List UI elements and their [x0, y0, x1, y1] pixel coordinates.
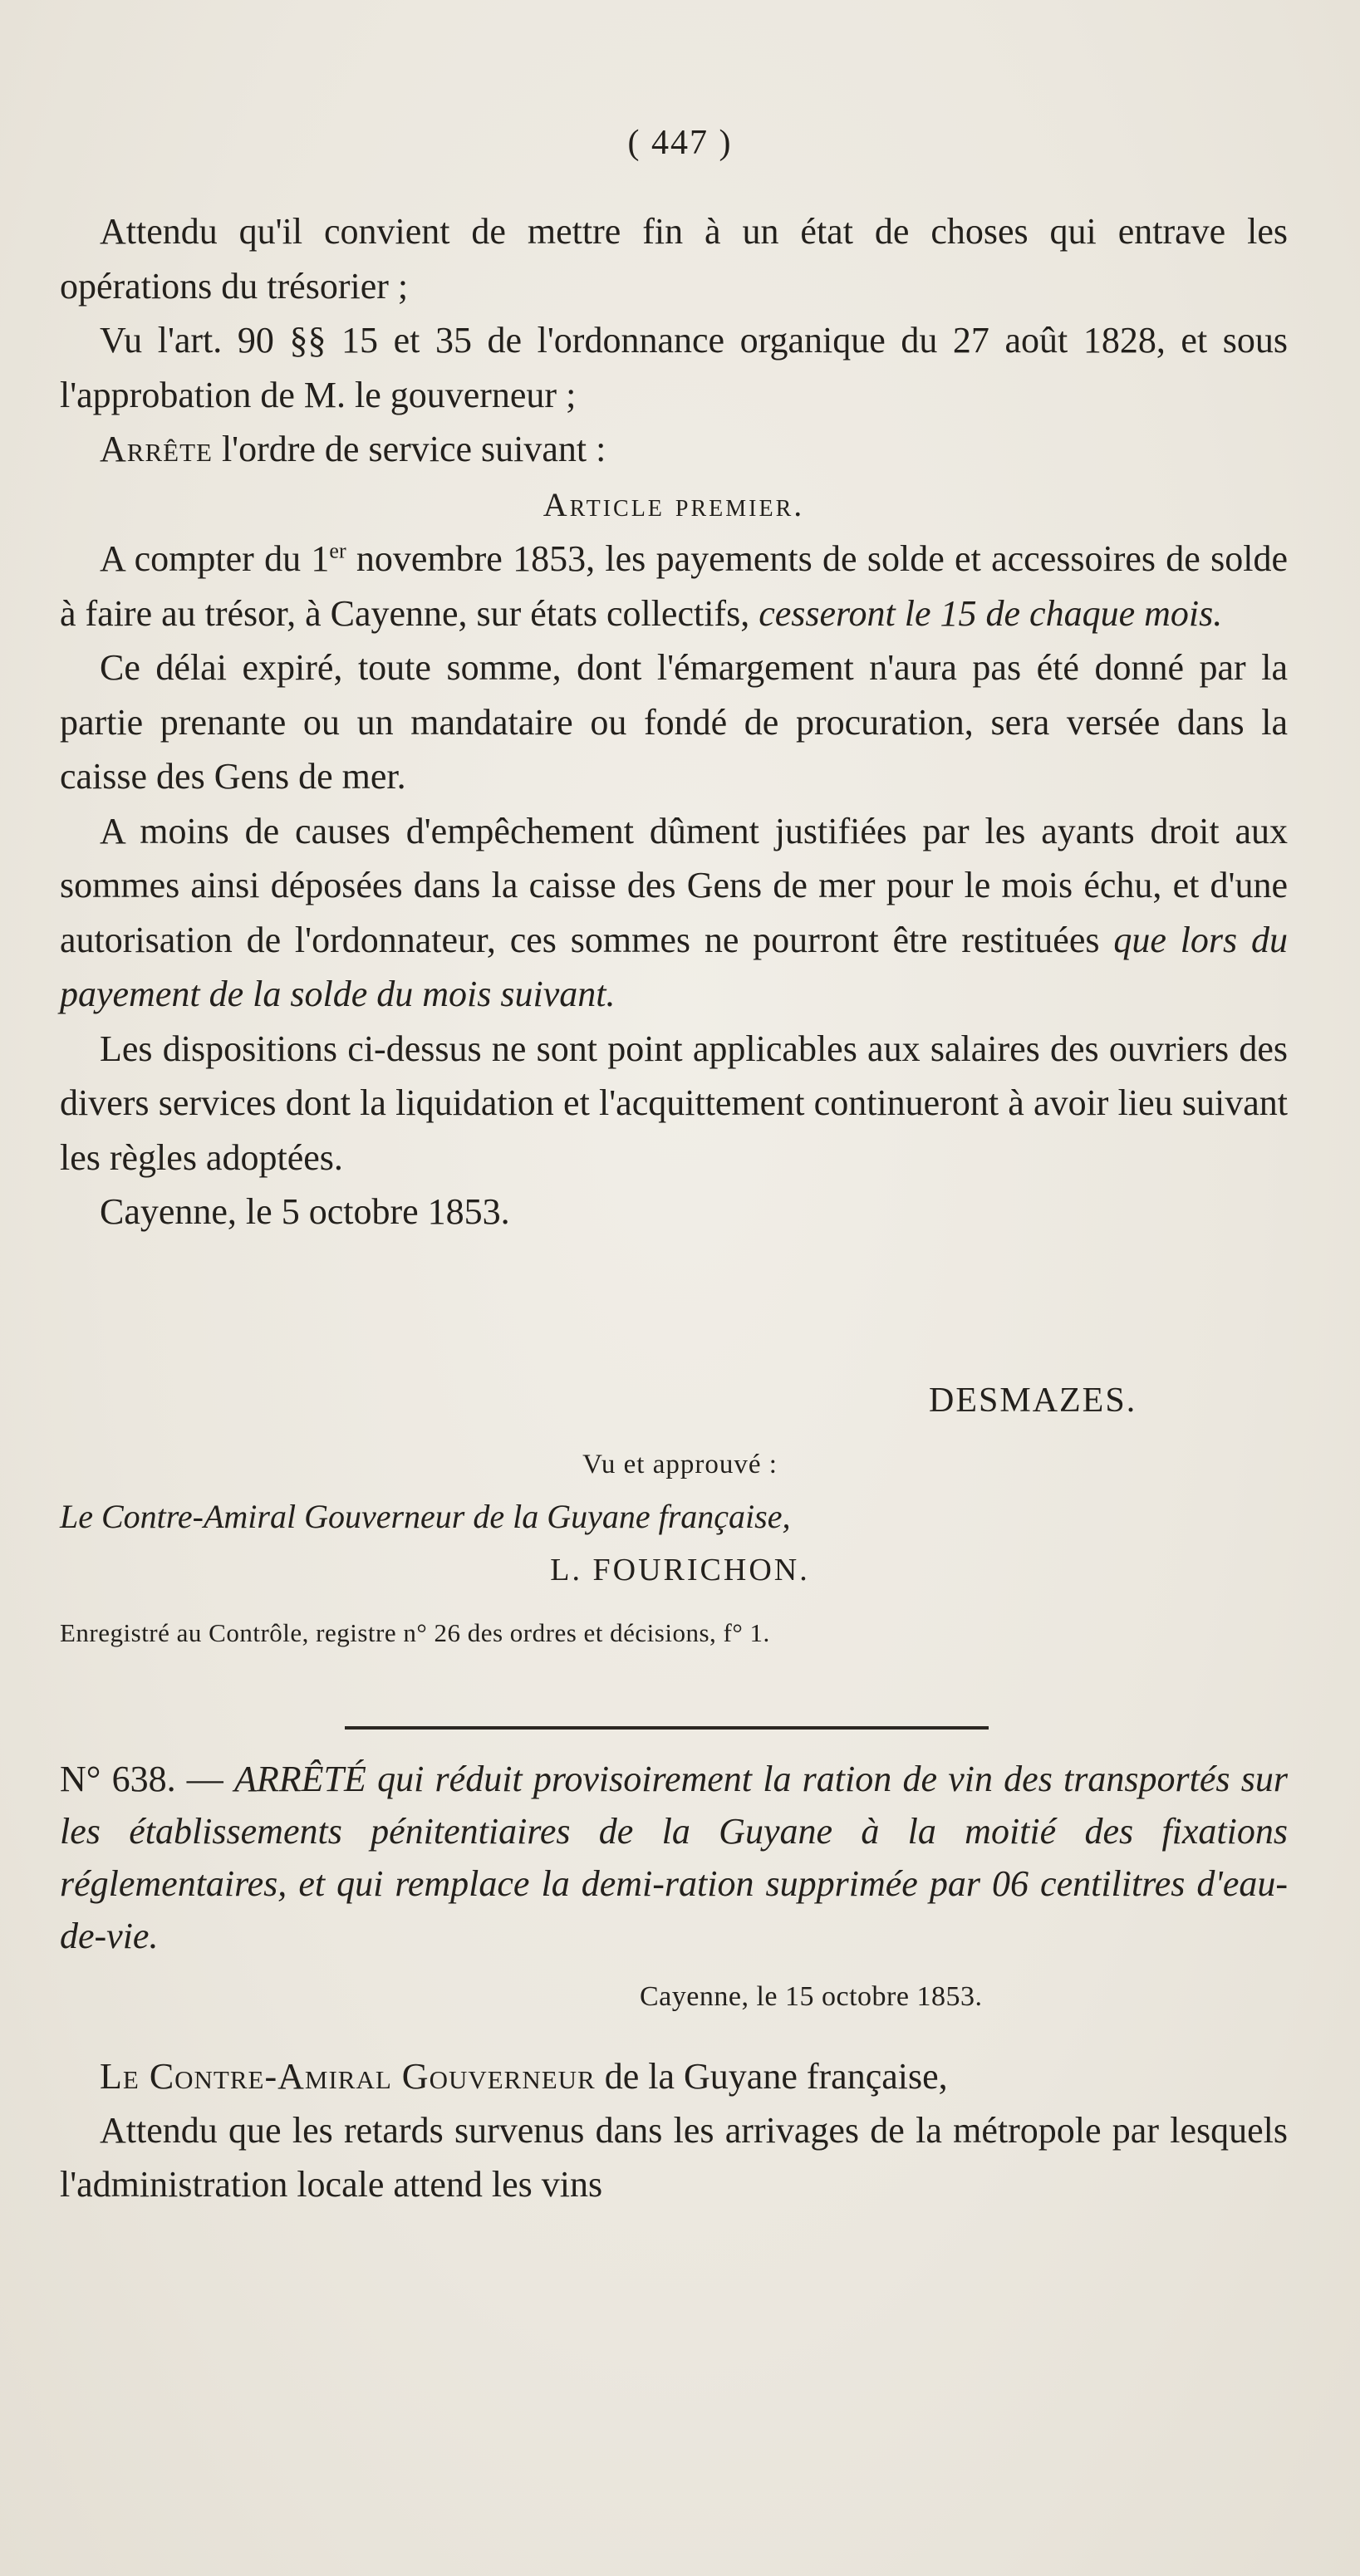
governor-lead: Le Contre-Amiral Gouverneur — [100, 2056, 596, 2097]
governor-rest: de la Guyane française, — [595, 2056, 948, 2097]
paragraph-arrete — [60, 422, 1288, 477]
paragraph-a-moins — [60, 804, 1288, 1022]
paragraph-text: Attendu que les retards survenus dans les arrivages de la métropole par lesquels l'administration locale attend les vins — [60, 2110, 1288, 2205]
article-heading — [60, 477, 1288, 532]
paragraph-governor — [60, 2049, 1288, 2103]
paragraph-text: Les dispositions ci-dessus ne sont point applicables aux salaires des ouvriers des divers services dont la liquidation et l'acquittement continueront à avoir lieu suivant les règles adoptées. — [60, 1028, 1288, 1178]
page-number: ( 447 ) — [627, 124, 733, 162]
paragraph-delai — [60, 640, 1288, 804]
paragraph-text: novembre 1853, les payements de solde et accessoires de solde à faire au trésor, à Cayenne, sur états collectifs, — [60, 538, 1288, 634]
paragraph-text: Attendu qu'il convient de mettre fin à un état de choses qui entrave les opérations du trésorier ; — [60, 211, 1288, 307]
approver-title: Le Contre-Amiral Gouverneur de la Guyane française, — [60, 1498, 791, 1535]
paragraph-text: Vu l'art. 90 §§ 15 et 35 de l'ordonnance organique du 27 août 1828, et sous l'approbation de M. le gouverneur ; — [60, 320, 1288, 415]
arrete-rest: l'ordre de service suivant : — [212, 429, 606, 469]
paragraph-attendu-retards — [60, 2103, 1288, 2211]
paragraph-text: Cayenne, le 5 octobre 1853. — [100, 1191, 510, 1232]
decree-title: ARRÊTÉ qui réduit provisoirement la ration de vin des transportés sur les établissements pénitentiaires de la Guyane à la moitié des fixations réglementaires, et qui remplace la demi-ration supprimée par 06 centilitres d'eau-de-vie. — [60, 1759, 1288, 1956]
decree-heading — [60, 1753, 1288, 1962]
paragraph-text: Ce délai expiré, toute somme, dont l'émargement n'aura pas été donné par la partie prenante ou un mandataire ou fondé de procuration, sera versée dans la caisse des Gens de mer. — [60, 647, 1288, 797]
order-body — [60, 204, 1288, 1239]
paragraph-place-date — [60, 1185, 1288, 1239]
approver-name: L. FOURICHON. — [550, 1553, 810, 1587]
italic-text: cesseront le 15 de chaque mois. — [759, 592, 1223, 634]
decree-body — [60, 2049, 1288, 2211]
signature-name: DESMAZES. — [929, 1381, 1137, 1420]
approval-label: Vu et approuvé : — [582, 1450, 778, 1479]
paragraph-article-1 — [60, 532, 1288, 640]
paragraph-attendu — [60, 204, 1288, 313]
italic-text: que lors du payement de la solde du mois suivant. — [60, 919, 1288, 1014]
article-heading-text: Article premier. — [543, 485, 805, 523]
superscript: er — [329, 538, 346, 563]
decree-title-paragraph — [60, 1753, 1288, 1962]
paragraph-text: A moins de causes d'empêchement dûment justifiées par les ayants droit aux sommes ainsi déposées dans la caisse des Gens de mer pour le mois échu, et d'une autorisation de l'ordonnateur, ces sommes ne pourront être restituées — [60, 810, 1288, 960]
decree-date: Cayenne, le 15 octobre 1853. — [640, 1981, 983, 2012]
paragraph-vu — [60, 313, 1288, 422]
section-divider — [345, 1726, 989, 1730]
paragraph-text: A compter du 1 — [100, 538, 330, 579]
decree-number: N° 638. — — [60, 1759, 235, 1799]
registration-note: Enregistré au Contrôle, registre n° 26 des ordres et décisions, f° 1. — [60, 1618, 770, 1647]
paragraph-dispositions — [60, 1022, 1288, 1185]
arrete-lead: Arrête — [100, 429, 213, 469]
